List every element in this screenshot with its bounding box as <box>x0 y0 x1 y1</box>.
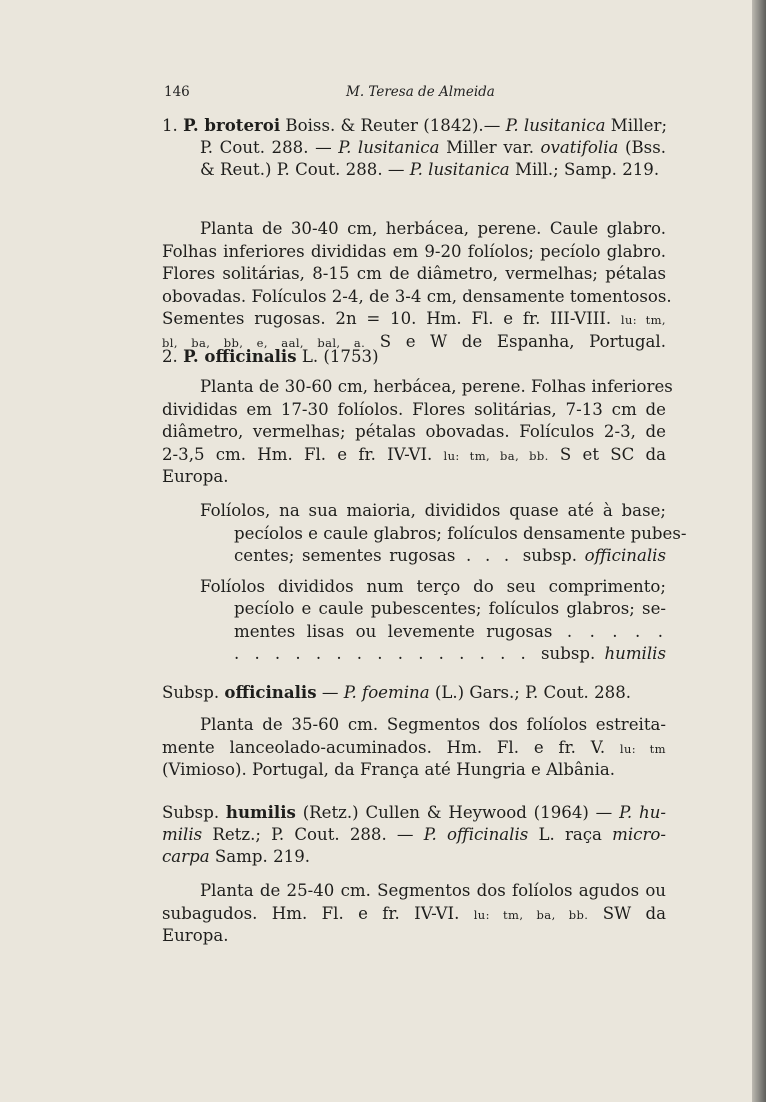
species-name: P. officinalis <box>183 346 297 366</box>
running-header <box>162 84 666 106</box>
distribution-codes: bl, ba, bb, e, aal, bal, a. <box>162 335 366 350</box>
key-lead-1: Folíolos, na sua maioria, divididos quase até à base; pecíolos e caule glabros; folículos densamente pubes- centes; sementes rugosas . . . subsp. officinalis <box>200 501 687 565</box>
species-entry-2-heading: 2. P. officinalis L. (1753) <box>162 346 379 366</box>
page-number: 146 <box>164 84 190 100</box>
subspecies-humilis-heading: Subsp. humilis (Retz.) Cullen & Heywood (1964) — P. hu- milis Retz.; P. Cout. 288. — P. officinalis L. raça micro- carpa Samp. 219. <box>162 802 666 866</box>
distribution-codes: lu: tm <box>619 741 666 756</box>
species-description-1: Planta de 30-40 cm, herbácea, perene. Caule glabro. Folhas inferiores divididas em 9-20 folíolos; pecíolo glabro. Flores solitárias, 8-15 cm de diâmetro, vermelhas; pétalas obovadas. Folículos 2-4, de 3-4 cm, densamente tomentosos. Sementes rugosas. 2n = 10. Hm. Fl. e fr. III-VIII. lu: tm, bl, ba, bb, e, aal, bal, a. S e W de Espanha, Portugal. <box>162 219 672 351</box>
subspecies-humilis-description: Planta de 25-40 cm. Segmentos dos folíolos agudos ou subagudos. Hm. Fl. e fr. IV-VI. lu: tm, ba, bb. SW da Europa. <box>162 881 666 945</box>
subspecies-officinalis-description: Planta de 35-60 cm. Segmentos dos folíolos estreita- mente lanceolado-acuminados. Hm. Fl. e fr. V. lu: tm (Vimioso). Portugal, da França até Hungria e Albânia. <box>162 715 666 779</box>
distribution-codes: lu: tm, ba, bb. <box>473 907 589 922</box>
distribution-codes: lu: tm, ba, bb. <box>443 448 549 463</box>
identification-key <box>162 500 687 666</box>
species-description-2: Planta de 30-60 cm, herbácea, perene. Folhas inferiores divididas em 17-30 folíolos. Flores solitárias, 7-13 cm de diâmetro, vermelhas; pétalas obovadas. Folículos 2-3, de 2-3,5 cm. Hm. Fl. e fr. IV-VI. lu: tm, ba, bb. S et SC da Europa. <box>162 377 673 486</box>
key-lead-2: Folíolos divididos num terço do seu comprimento; pecíolo e caule pubescentes; folículos glabros; se- mentes lisas ou levemente rugosas . . . . . . . . . . . . . . . . . . . . subsp. humilis <box>200 576 667 663</box>
species-entry-1-heading: 1. P. broteroi Boiss. & Reuter (1842).— P. lusitanica Miller; P. Cout. 288. — P. lusitanica Miller var. ovatifolia (Bss. & Reut.) P. Cout. 288. — P. lusitanica Mill.; Samp. 219. <box>162 115 668 179</box>
running-author: M. Teresa de Almeida <box>346 84 495 100</box>
page-edge-shadow <box>752 0 766 1102</box>
species-name: P. broteroi <box>183 115 281 135</box>
subspecies-officinalis-heading: Subsp. officinalis — P. foemina (L.) Gars.; P. Cout. 288. <box>162 682 632 702</box>
distribution-codes: lu: tm, <box>620 313 666 327</box>
